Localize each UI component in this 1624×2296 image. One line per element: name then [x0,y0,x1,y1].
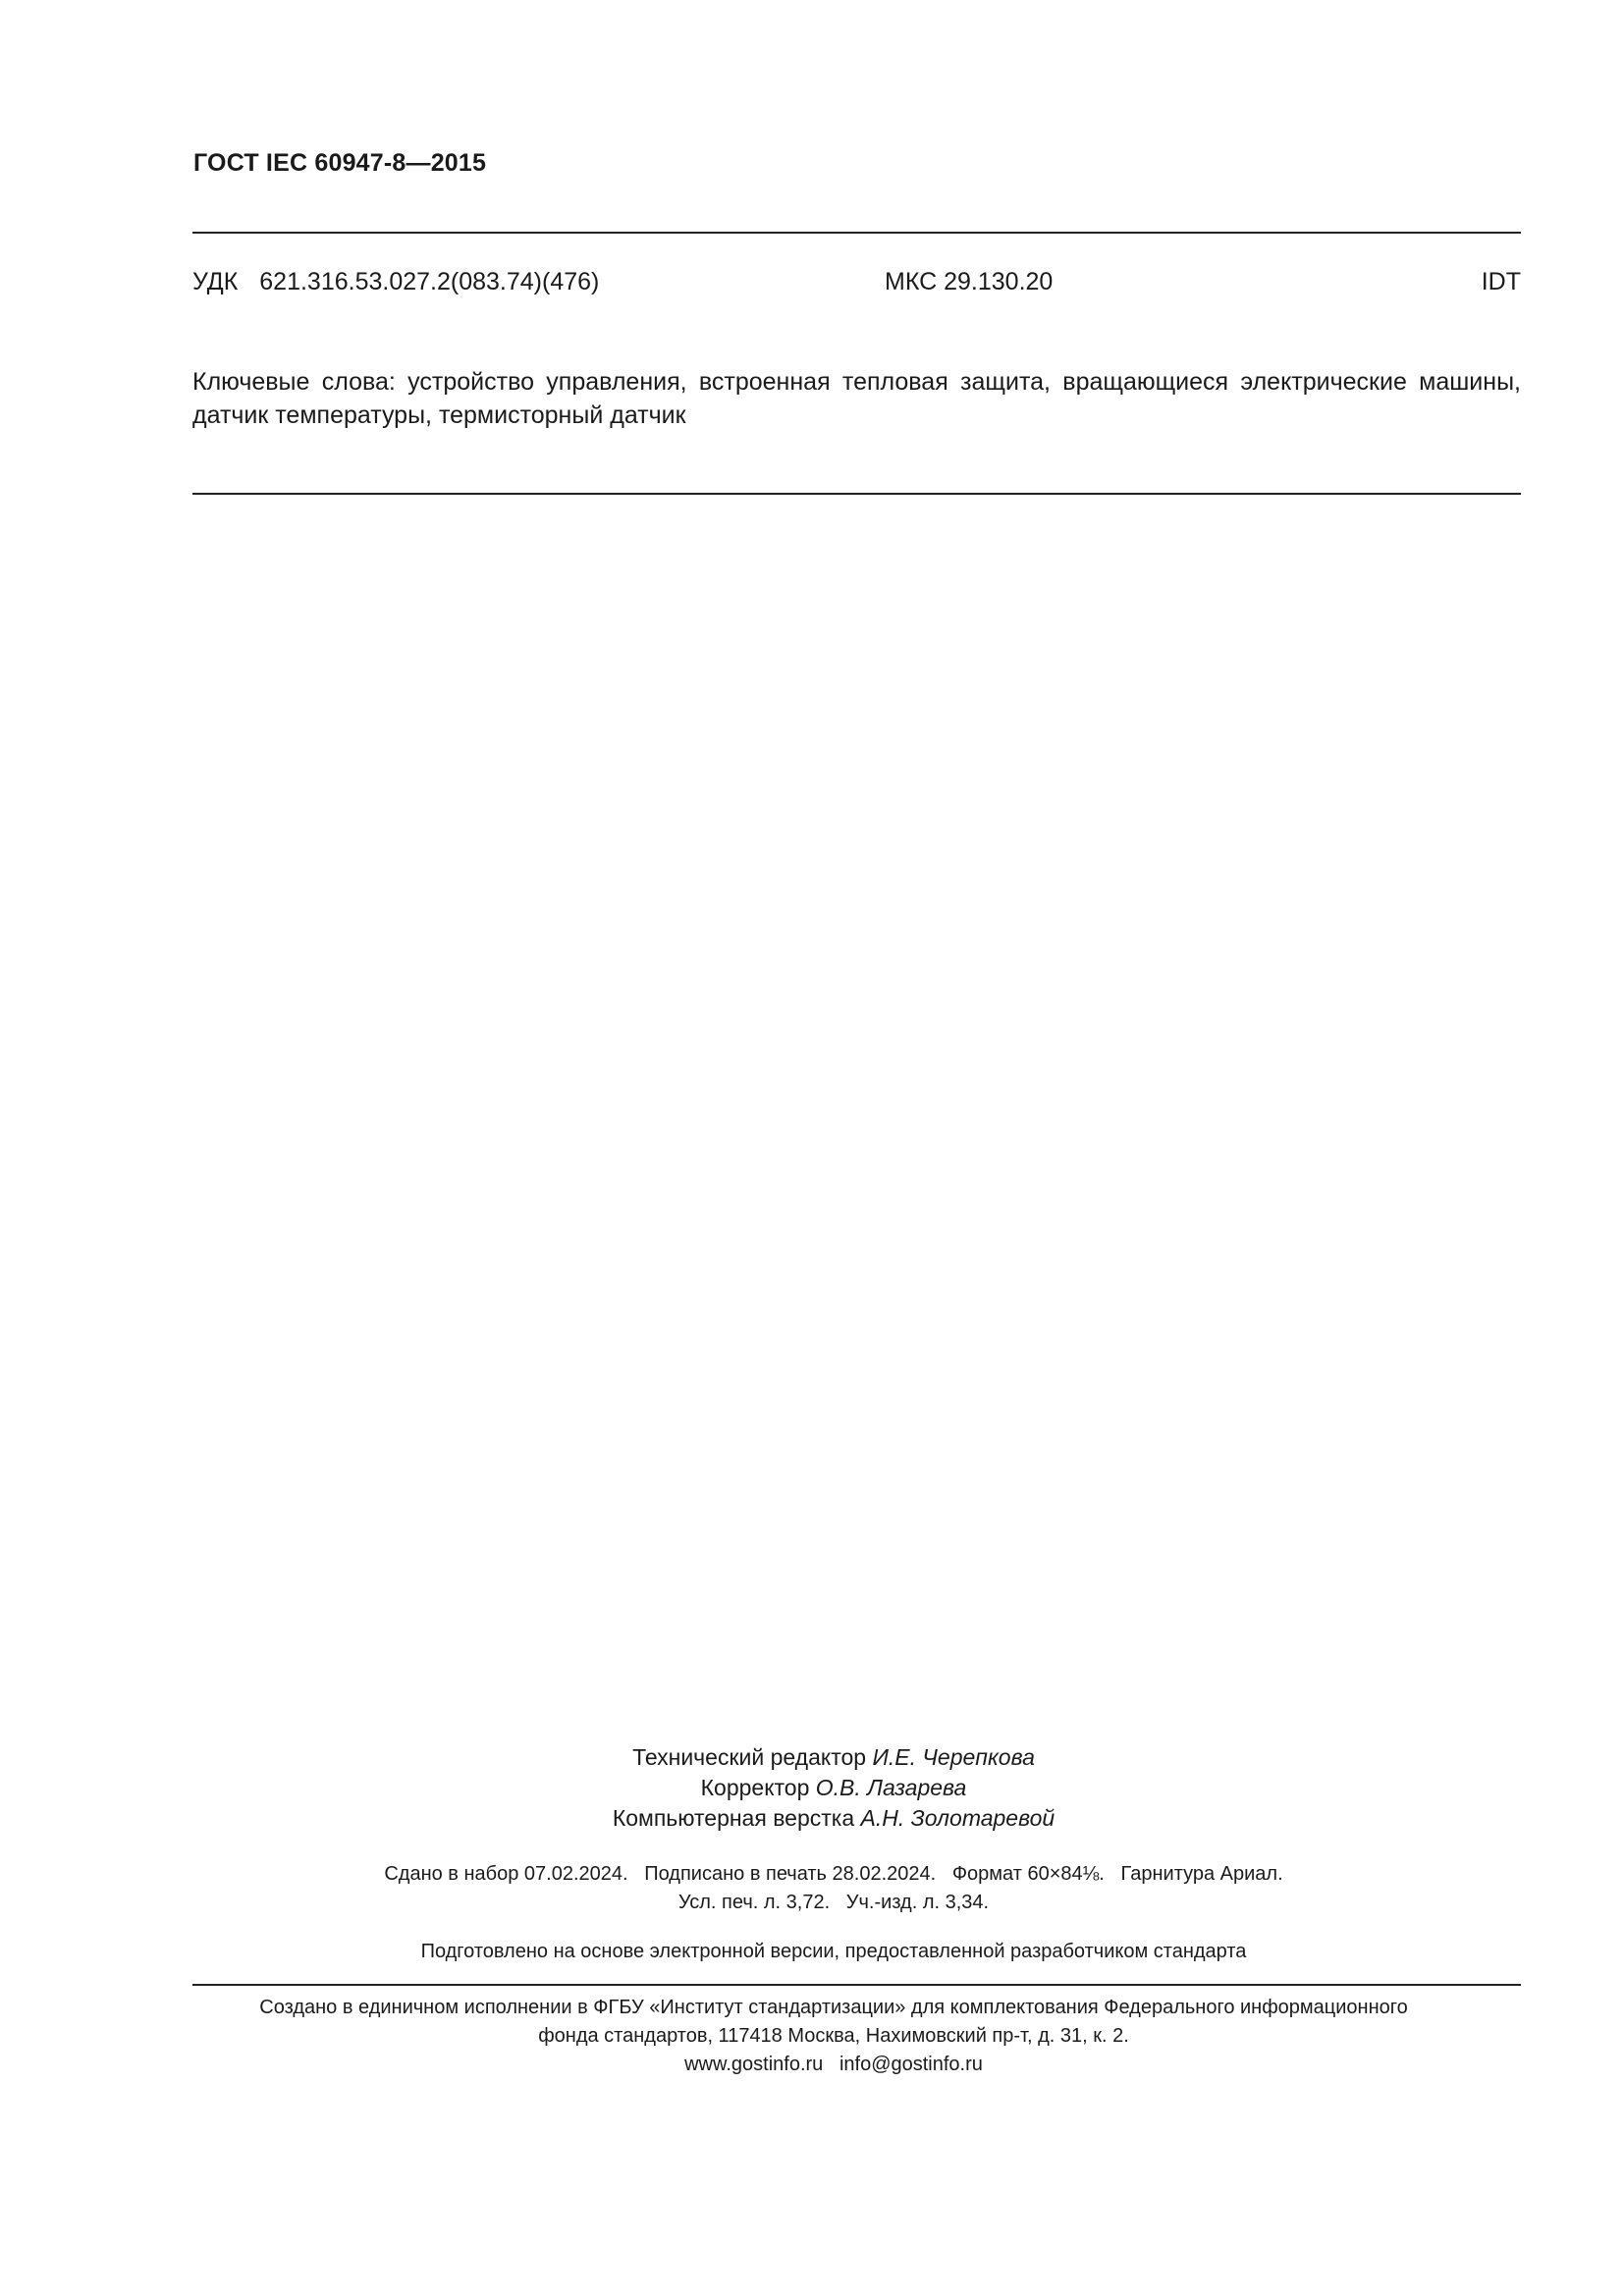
layout-name: А.Н. Золотаревой [860,1805,1056,1831]
tech-editor-line [43,1742,1624,1773]
layout-line [43,1803,1624,1834]
udk-label: УДК [192,268,239,295]
created-block [0,1994,1624,2079]
corrector-line [43,1773,1624,1803]
standard-designation: ГОСТ IEC 60947-8—2015 [193,149,487,177]
udk-code: 621.316.53.027.2(083.74)(476) [259,268,600,295]
credits-block [0,1742,1624,1834]
keywords-paragraph: Ключевые слова: устройство управления, встроенная тепловая защита, вращающиеся электрические машины, датчик температуры, термисторный датчик [192,368,1521,429]
keywords-divider [192,493,1521,495]
created-line3: www.gostinfo.ru info@gostinfo.ru [684,2054,983,2075]
print-info-line1: Сдано в набор 07.02.2024. Подписано в печать 28.02.2024. Формат 60×84⅛. Гарнитура Ариал. [384,1863,1283,1885]
corrector-name: О.В. Лазарева [815,1775,967,1800]
mks-code: МКС 29.130.20 [885,268,1054,295]
print-info-line2: Усл. печ. л. 3,72. Уч.-изд. л. 3,34. [677,1892,990,1913]
tech-editor-label: Технический редактор [632,1744,867,1770]
created-line2: фонда стандартов, 117418 Москва, Нахимовский пр-т, д. 31, к. 2. [538,2025,1129,2047]
print-info-block [0,1860,1624,1917]
tech-editor-name: И.Е. Черепкова [872,1744,1035,1770]
idt-marker: IDT [1481,268,1521,295]
prepared-note: Подготовлено на основе электронной версии, предоставленной разработчиком стандарта [420,1941,1247,1962]
udk-block [192,268,599,296]
classification-row [192,268,1521,301]
layout-label: Компьютерная верстка [612,1805,855,1831]
bottom-divider [192,1984,1521,1986]
created-line1: Создано в единичном исполнении в ФГБУ «Институт стандартизации» для комплектования Федерального информационного [259,1997,1408,2018]
top-divider [192,232,1521,234]
corrector-label: Корректор [700,1775,810,1800]
